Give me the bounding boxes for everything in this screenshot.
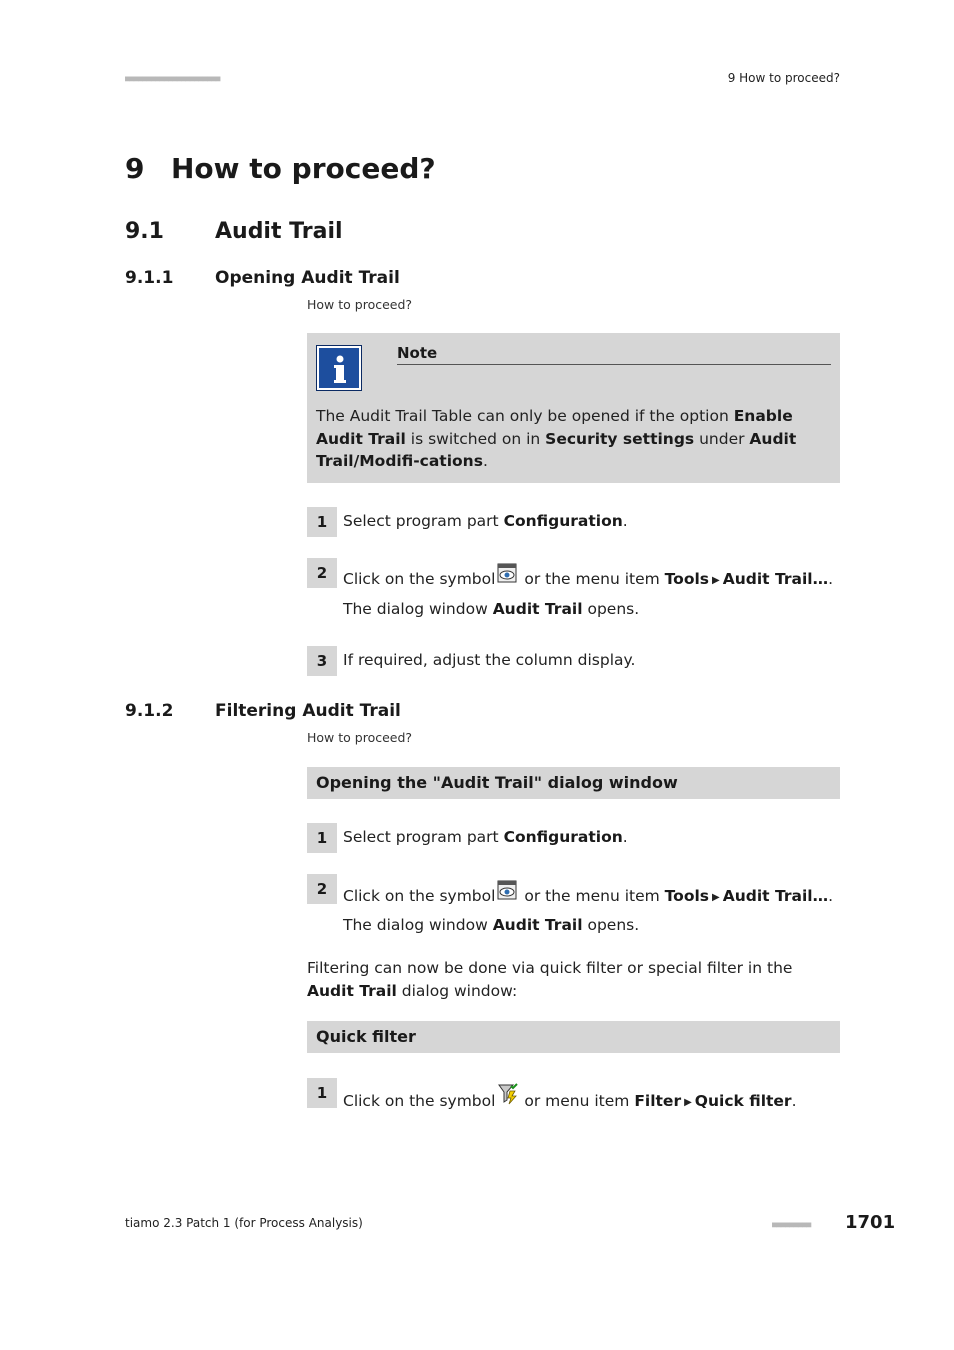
section-number: 9.1 (125, 219, 164, 244)
step-number: 1 (307, 823, 337, 853)
step-number: 2 (307, 558, 337, 588)
step-number: 3 (307, 646, 337, 676)
step-result: The dialog window Audit Trail opens. (343, 916, 640, 934)
how-to-proceed-label: How to proceed? (307, 297, 413, 312)
step-text: Click on the symbol or the menu item Tools ▶ Audit Trail…. (343, 884, 833, 905)
note-title: Note (397, 344, 831, 365)
procedure-heading-bar: Opening the "Audit Trail" dialog window (307, 767, 840, 799)
subsection-title-2 (125, 701, 401, 721)
step-text: Click on the symbol or the menu item Tools ▶ Audit Trail…. (343, 567, 833, 588)
footer-decoration: ■■■■■■■■■ (772, 1220, 811, 1229)
page-number: 1701 (845, 1212, 896, 1233)
step-text: Select program part Configuration. (343, 512, 628, 530)
step-number: 1 (307, 507, 337, 537)
quick-filter-icon (497, 1083, 517, 1103)
how-to-proceed-label: How to proceed? (307, 730, 413, 745)
quick-filter-heading-bar: Quick filter (307, 1021, 840, 1053)
subsection-number: 9.1.2 (125, 701, 174, 721)
filter-paragraph: Filtering can now be done via quick filter or special filter in the Audit Trail dialog window: (307, 959, 793, 1000)
chapter-title-text: How to proceed? (171, 152, 436, 185)
info-icon (316, 345, 362, 391)
step-text: Select program part Configuration. (343, 828, 628, 846)
section-title-text: Audit Trail (215, 219, 343, 244)
section-title (125, 219, 343, 244)
step-text: Click on the symbol or menu item Filter ▶ Quick filter. (343, 1087, 797, 1110)
running-header: 9 How to proceed? (727, 71, 840, 85)
chapter-title (125, 152, 436, 185)
chapter-number: 9 (125, 152, 145, 185)
header-decoration: ■■■■■■■■■■■■■■■■■■■■■■ (125, 74, 220, 83)
step-result: The dialog window Audit Trail opens. (343, 600, 640, 618)
note-box (307, 333, 840, 483)
subsection-title-text: Filtering Audit Trail (215, 701, 401, 721)
audit-trail-eye-icon (497, 563, 517, 583)
subsection-number: 9.1.1 (125, 268, 174, 288)
step-number: 2 (307, 874, 337, 904)
note-text: The Audit Trail Table can only be opened if the option Enable Audit Trail is switched on in Security settings under Audit Trail/Modifi-cations. (316, 407, 797, 470)
step-number: 1 (307, 1078, 337, 1108)
footer-product: tiamo 2.3 Patch 1 (for Process Analysis) (125, 1216, 363, 1230)
step-text: If required, adjust the column display. (343, 651, 636, 669)
audit-trail-eye-icon (497, 880, 517, 900)
subsection-title-1 (125, 268, 400, 288)
subsection-title-text: Opening Audit Trail (215, 268, 400, 288)
